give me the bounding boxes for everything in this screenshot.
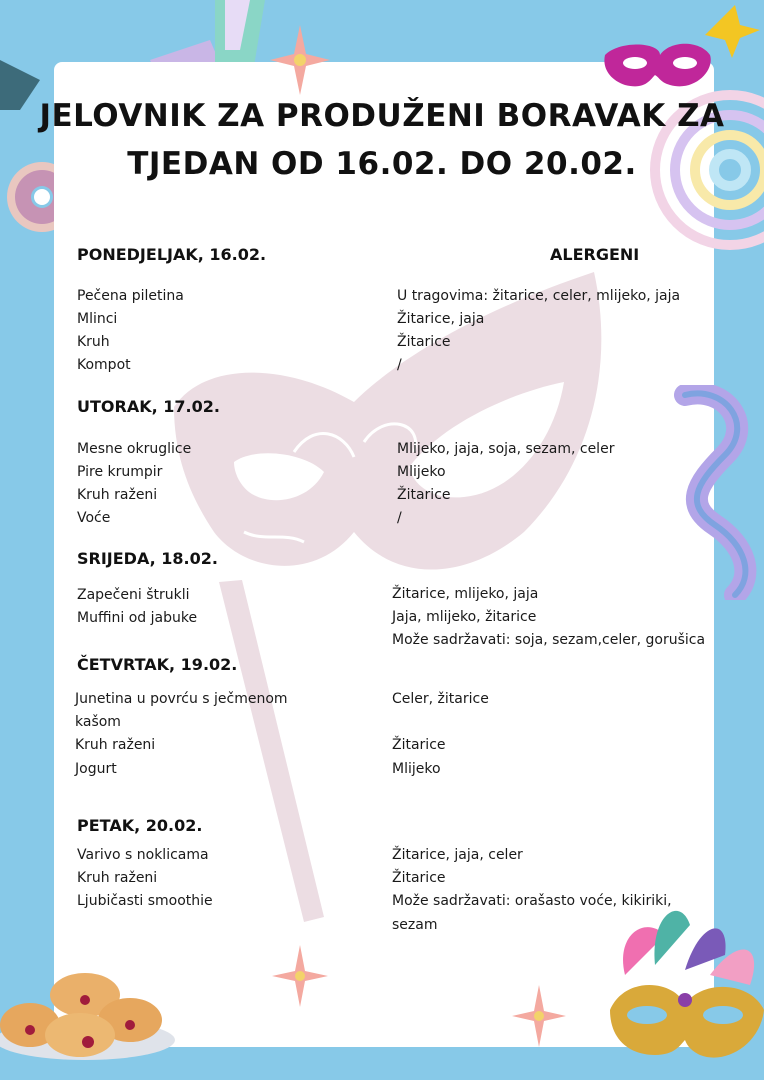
meal-allergens: Jaja, mlijeko, žitarice xyxy=(392,609,537,625)
meal-name: Voće xyxy=(77,510,111,526)
doughnut-plate-icon xyxy=(0,970,180,1080)
meal-name: Pečena piletina xyxy=(77,288,184,304)
meal-name: Kruh raženi xyxy=(75,737,156,753)
day-heading-thursday: ČETVRTAK, 19.02. xyxy=(77,655,238,674)
meal-allergens: U tragovima: žitarice, celer, mlijeko, jaja xyxy=(397,288,681,304)
allergens-header: ALERGENI xyxy=(550,245,640,264)
meal-allergens: Žitarice xyxy=(392,737,446,753)
meal-allergens: Može sadržavati: orašasto voće, kikiriki, xyxy=(392,893,672,909)
meal-allergens: Žitarice xyxy=(392,870,446,886)
sparkle-star-icon xyxy=(272,945,328,1007)
meal-name: Pire krumpir xyxy=(77,464,163,480)
sparkle-star-icon xyxy=(270,25,330,95)
meal-allergens: Žitarice xyxy=(397,487,451,503)
meal-allergens: Žitarice, jaja, celer xyxy=(392,847,523,863)
meal-name: Kruh raženi xyxy=(77,870,158,886)
meal-name: Kompot xyxy=(77,357,131,373)
sparkle-star-icon xyxy=(512,985,566,1047)
meal-allergens: Mlijeko xyxy=(397,464,446,480)
day-heading-wednesday: SRIJEDA, 18.02. xyxy=(77,549,218,568)
meal-allergens: Žitarice, mlijeko, jaja xyxy=(392,586,539,602)
meal-allergens: Mlijeko xyxy=(392,761,441,777)
meal-name: Zapečeni štrukli xyxy=(77,587,190,603)
meal-allergens: / xyxy=(397,357,402,373)
meal-allergens: Celer, žitarice xyxy=(392,691,489,707)
day-heading-tuesday: UTORAK, 17.02. xyxy=(77,397,220,416)
meal-allergens: / xyxy=(397,510,402,526)
meal-allergens: Mlijeko, jaja, soja, sezam, celer xyxy=(397,441,615,457)
meal-allergens: Može sadržavati: soja, sezam,celer, gorušica xyxy=(392,632,706,648)
feathered-mask-icon xyxy=(605,895,764,1080)
day-heading-friday: PETAK, 20.02. xyxy=(77,816,203,835)
title-line-2: TJEDAN OD 16.02. DO 20.02. xyxy=(127,146,637,182)
title-line-1: JELOVNIK ZA PRODUŽENI BORAVAK ZA xyxy=(39,98,725,134)
meal-allergens: Žitarice xyxy=(397,334,451,350)
streamer-icon xyxy=(665,385,764,600)
day-heading-monday: PONEDJELJAK, 16.02. xyxy=(77,245,267,264)
meal-name: Muffini od jabuke xyxy=(77,610,198,626)
meal-name: kašom xyxy=(75,714,121,730)
page-title xyxy=(0,92,764,188)
meal-name: Mesne okruglice xyxy=(77,441,192,457)
meal-allergens: Žitarice, jaja xyxy=(397,311,485,327)
meal-name: Varivo s noklicama xyxy=(77,847,209,863)
meal-name: Junetina u povrću s ječmenom xyxy=(75,691,288,707)
meal-name: Ljubičasti smoothie xyxy=(77,893,213,909)
meal-allergens: sezam xyxy=(392,917,438,933)
meal-name: Kruh xyxy=(77,334,110,350)
meal-name: Mlinci xyxy=(77,311,118,327)
meal-name: Jogurt xyxy=(75,761,117,777)
meal-name: Kruh raženi xyxy=(77,487,158,503)
